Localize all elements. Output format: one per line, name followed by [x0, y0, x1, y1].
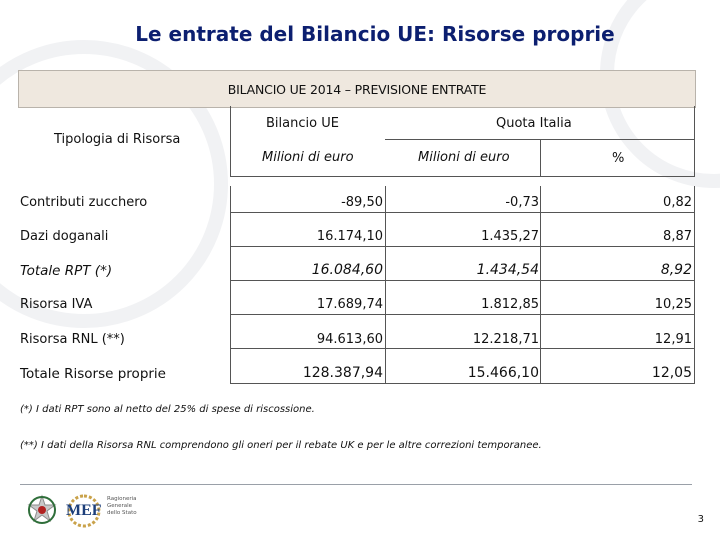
col-group-quota-italia: Quota Italia	[496, 116, 572, 131]
sub-col-percent: %	[612, 151, 625, 166]
grid-vline-1	[230, 186, 231, 384]
cell-bilancio-ue: 16.084,60	[311, 262, 383, 278]
table-band-title-text: BILANCIO UE 2014 – PREVISIONE ENTRATE	[227, 81, 487, 97]
grid-hline-2	[230, 246, 695, 247]
row-label-risorsa-iva: Risorsa IVA	[20, 297, 93, 312]
cell-quota-italia: 12.218,71	[472, 332, 539, 347]
cell-percent: 12,05	[651, 365, 692, 381]
cell-bilancio-ue: 94.613,60	[316, 332, 383, 347]
cell-bilancio-ue: -89,50	[341, 195, 383, 210]
mef-logo-text: MEF	[66, 502, 102, 519]
grid-hline-5	[230, 348, 695, 349]
cell-quota-italia: -0,73	[505, 195, 539, 210]
grid-vline-2	[385, 186, 386, 384]
grid-hline-1	[230, 212, 695, 213]
sub-col-quota-unit: Milioni di euro	[418, 150, 510, 165]
cell-bilancio-ue: 16.174,10	[316, 229, 383, 244]
cell-bilancio-ue: 17.689,74	[316, 297, 383, 312]
cell-bilancio-ue: 128.387,94	[302, 365, 383, 381]
cell-percent: 8,87	[663, 229, 692, 244]
header-rule-right	[694, 106, 695, 177]
mef-logo-subtext: Ragioneria Generale dello Stato	[107, 496, 137, 516]
grid-hline-4	[230, 314, 695, 315]
sub-col-bilancio-unit: Milioni di euro	[262, 150, 354, 165]
grid-vline-4	[694, 186, 695, 384]
grid-hline-6	[230, 383, 695, 384]
header-rule-percent-left	[540, 139, 541, 177]
row-label-totale-risorse-proprie: Totale Risorse proprie	[20, 366, 166, 382]
row-header: Tipologia di Risorsa	[54, 132, 181, 147]
cell-quota-italia: 1.434,54	[476, 262, 539, 278]
row-label-contributi-zucchero: Contributi zucchero	[20, 195, 148, 210]
header-rule-bottom	[230, 176, 694, 177]
cell-percent: 0,82	[663, 195, 692, 210]
footnote-rpt: (*) I dati RPT sono al netto del 25% di spese di riscossione.	[20, 404, 315, 415]
col-group-bilancio-ue: Bilancio UE	[266, 116, 339, 131]
mef-logo	[64, 494, 139, 528]
cell-quota-italia: 15.466,10	[467, 365, 539, 381]
grid-hline-3	[230, 280, 695, 281]
cell-quota-italia: 1.435,27	[481, 229, 539, 244]
page-number: 3	[697, 514, 704, 525]
row-label-risorsa-rnl: Risorsa RNL (**)	[20, 332, 125, 347]
header-rule-left	[230, 106, 231, 177]
table-band-title	[18, 70, 696, 108]
footnote-rnl: (**) I dati della Risorsa RNL comprendono gli oneri per il rebate UK e per le altre correzioni temporanee.	[20, 440, 542, 451]
cell-percent: 10,25	[654, 297, 692, 312]
cell-percent: 12,91	[654, 332, 692, 347]
row-label-dazi-doganali: Dazi doganali	[20, 229, 109, 244]
footer-divider	[20, 484, 692, 485]
emblem-logo	[26, 494, 58, 528]
cell-quota-italia: 1.812,85	[481, 297, 539, 312]
grid-vline-3	[540, 186, 541, 384]
cell-percent: 8,92	[660, 262, 692, 278]
page-title: Le entrate del Bilancio UE: Risorse proprie	[135, 22, 615, 46]
row-label-totale-rpt: Totale RPT (*)	[20, 263, 113, 279]
